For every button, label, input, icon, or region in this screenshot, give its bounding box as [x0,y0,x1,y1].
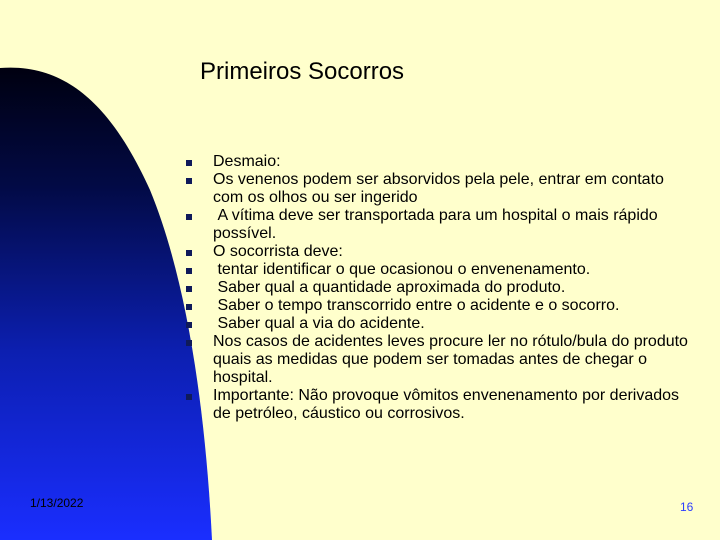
square-bullet-icon [186,340,192,346]
bullet-item [184,297,694,315]
square-bullet-icon [186,304,192,310]
square-bullet-icon [186,250,192,256]
bullet-item [184,207,694,243]
bullet-text: Importante: Não provoque vômitos envenenamento por derivados de petróleo, cáustico ou corrosivos. [213,387,684,422]
bullet-text: Saber o tempo transcorrido entre o acidente e o socorro. [213,297,620,314]
square-bullet-icon [186,178,192,184]
bullet-item [184,243,694,261]
bullet-item [184,315,694,333]
square-bullet-icon [186,160,192,166]
bullet-text: Desmaio: [213,153,281,170]
square-bullet-icon [186,214,192,220]
square-bullet-icon [186,322,192,328]
slide-date: 1/13/2022 [30,496,84,510]
bullet-text: Nos casos de acidentes leves procure ler no rótulo/bula do produto quais as medidas que podem ser tomadas antes de chegar o hospital. [213,333,693,386]
bullet-text: O socorrista deve: [213,243,343,260]
bullet-item [184,261,694,279]
bullet-item [184,171,694,207]
bullet-item [184,387,694,423]
bullet-text: Os venenos podem ser absorvidos pela pele, entrar em contato com os olhos ou ser ingerido [213,171,669,206]
bullet-text: tentar identificar o que ocasionou o envenenamento. [213,261,591,278]
bullet-text: A vítima deve ser transportada para um hospital o mais rápido possível. [213,207,663,242]
slide-title: Primeiros Socorros [200,58,405,85]
square-bullet-icon [186,286,192,292]
bullet-text: Saber qual a quantidade aproximada do produto. [213,279,566,296]
square-bullet-icon [186,268,192,274]
square-bullet-icon [186,394,192,400]
bullet-text: Saber qual a via do acidente. [213,315,425,332]
bullet-list [184,153,694,423]
page-number: 16 [680,500,694,514]
bullet-item [184,333,694,387]
bullet-item [184,279,694,297]
bullet-item [184,153,694,171]
